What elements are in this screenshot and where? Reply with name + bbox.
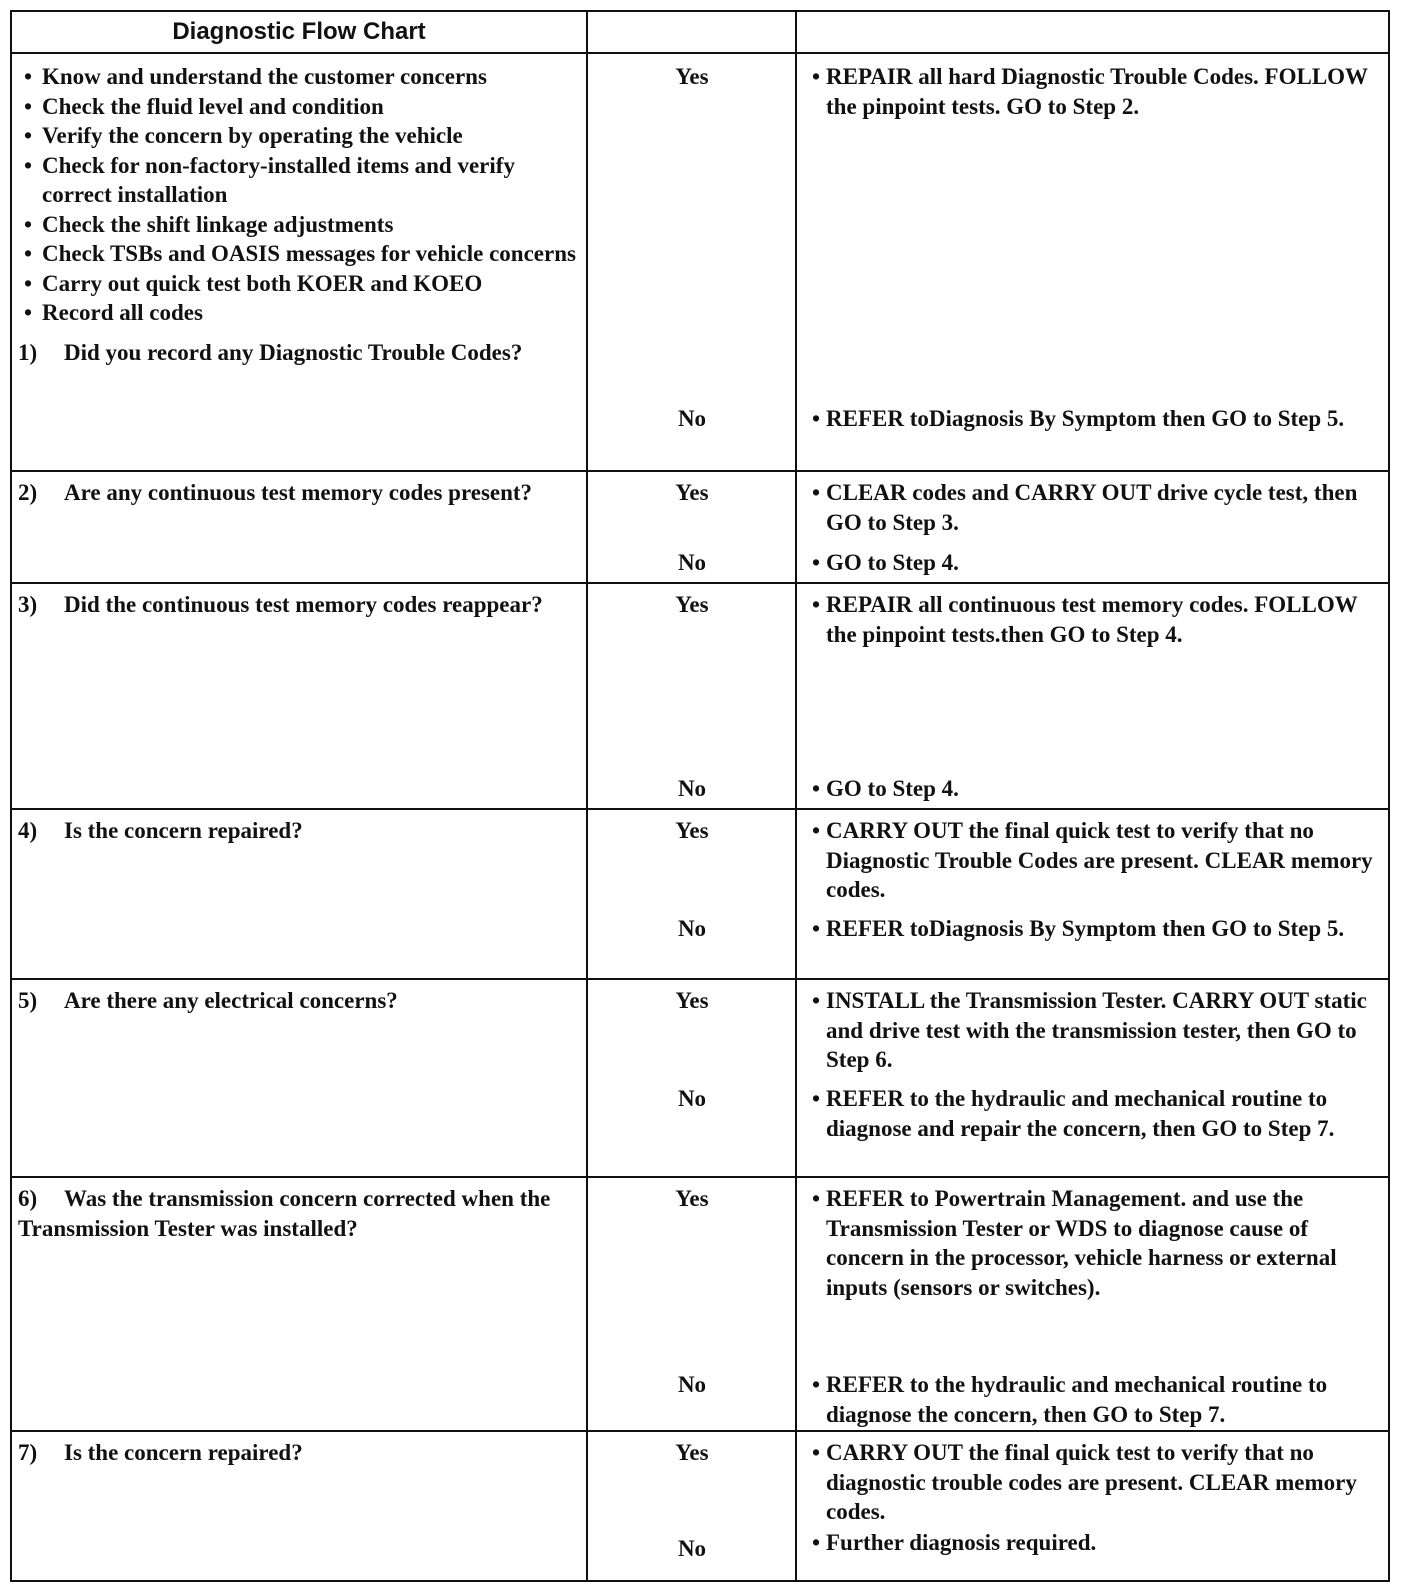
no-label: No — [677, 916, 707, 941]
no-label: No — [677, 1372, 707, 1397]
no-label: No — [677, 776, 707, 801]
step-row-7 — [12, 1432, 1388, 1582]
yes-action: • CARRY OUT the final quick test to verify that no diagnostic trouble codes are present. CLEAR memory codes. — [808, 1438, 1384, 1527]
list-item: • Check the fluid level and condition — [18, 92, 578, 122]
step-question — [18, 478, 578, 508]
step-row-4 — [12, 810, 1388, 980]
no-label: No — [677, 1086, 707, 1111]
question-text: Did the continuous test memory codes reappear? — [64, 592, 543, 617]
list-item: • Check for non-factory-installed items and verify correct installation — [18, 151, 578, 210]
yes-action: • CARRY OUT the final quick test to verify that no Diagnostic Trouble Codes are present. CLEAR memory codes. — [808, 816, 1384, 905]
step-question — [18, 1438, 578, 1468]
preliminary-checks-list — [18, 62, 578, 328]
step-number: 4) — [18, 818, 38, 843]
question-text: Are there any electrical concerns? — [64, 988, 398, 1013]
no-action: • REFER to the hydraulic and mechanical routine to diagnose the concern, then GO to Step 7. — [808, 1370, 1384, 1429]
step-row-6 — [12, 1178, 1388, 1432]
no-action: • GO to Step 4. — [808, 548, 1384, 578]
yes-label: Yes — [675, 592, 709, 617]
step-question — [18, 986, 578, 1016]
no-label: No — [677, 406, 707, 431]
list-item: • Verify the concern by operating the vehicle — [18, 121, 578, 151]
no-action: • REFER toDiagnosis By Symptom then GO to Step 5. — [808, 404, 1384, 434]
list-item: • Know and understand the customer concerns — [18, 62, 578, 92]
step-number: 2) — [18, 480, 38, 505]
no-label: No — [677, 550, 707, 575]
no-action: • REFER to the hydraulic and mechanical routine to diagnose and repair the concern, then GO to Step 7. — [808, 1084, 1384, 1143]
step-number: 3) — [18, 592, 38, 617]
yes-action: • REFER to Powertrain Management. and use the Transmission Tester or WDS to diagnose cause of concern in the processor, vehicle harness or external inputs (sensors or switches). — [808, 1184, 1384, 1302]
question-text: Are any continuous test memory codes present? — [64, 480, 533, 505]
step-row-1 — [12, 54, 1388, 472]
question-text: Did you record any Diagnostic Trouble Codes? — [64, 339, 523, 365]
step-row-5 — [12, 980, 1388, 1178]
no-label: No — [677, 1536, 707, 1561]
step-row-3 — [12, 584, 1388, 810]
question-text: Is the concern repaired? — [64, 818, 303, 843]
yes-action: • REPAIR all hard Diagnostic Trouble Codes. FOLLOW the pinpoint tests. GO to Step 2. — [808, 62, 1384, 121]
list-item: • Carry out quick test both KOER and KOEO — [18, 269, 578, 299]
step-number: 7) — [18, 1440, 38, 1465]
header-row — [12, 12, 1388, 54]
diagnostic-flow-chart-table — [10, 10, 1390, 1582]
question-text: Is the concern repaired? — [64, 1440, 303, 1465]
step-question — [18, 816, 578, 846]
question-text: Was the transmission concern corrected when the Transmission Tester was installed? — [18, 1186, 551, 1241]
no-action: • Further diagnosis required. — [808, 1528, 1384, 1558]
yes-label: Yes — [675, 64, 709, 89]
table-title: Diagnostic Flow Chart — [172, 18, 426, 45]
yes-action: • INSTALL the Transmission Tester. CARRY OUT static and drive test with the transmission tester, then GO to Step 6. — [808, 986, 1384, 1075]
no-action: • REFER toDiagnosis By Symptom then GO to Step 5. — [808, 914, 1384, 944]
yes-action: • CLEAR codes and CARRY OUT drive cycle test, then GO to Step 3. — [808, 478, 1384, 537]
yes-action: • REPAIR all continuous test memory codes. FOLLOW the pinpoint tests.then GO to Step 4. — [808, 590, 1384, 649]
yes-label: Yes — [675, 988, 709, 1013]
yes-label: Yes — [675, 1440, 709, 1465]
yes-label: Yes — [675, 818, 709, 843]
list-item: • Record all codes — [18, 298, 578, 328]
step-row-2 — [12, 472, 1388, 584]
step-number: 1) — [18, 339, 38, 365]
yes-label: Yes — [675, 480, 709, 505]
step-question — [18, 590, 578, 620]
step-number: 5) — [18, 988, 38, 1013]
no-action: • GO to Step 4. — [808, 774, 1384, 804]
step-question-cell — [18, 62, 578, 367]
step-question — [18, 1184, 578, 1243]
step-number: 6) — [18, 1186, 38, 1211]
yes-label: Yes — [675, 1186, 709, 1211]
list-item: • Check the shift linkage adjustments — [18, 210, 578, 240]
list-item: • Check TSBs and OASIS messages for vehicle concerns — [18, 239, 578, 269]
step-question — [18, 338, 578, 368]
